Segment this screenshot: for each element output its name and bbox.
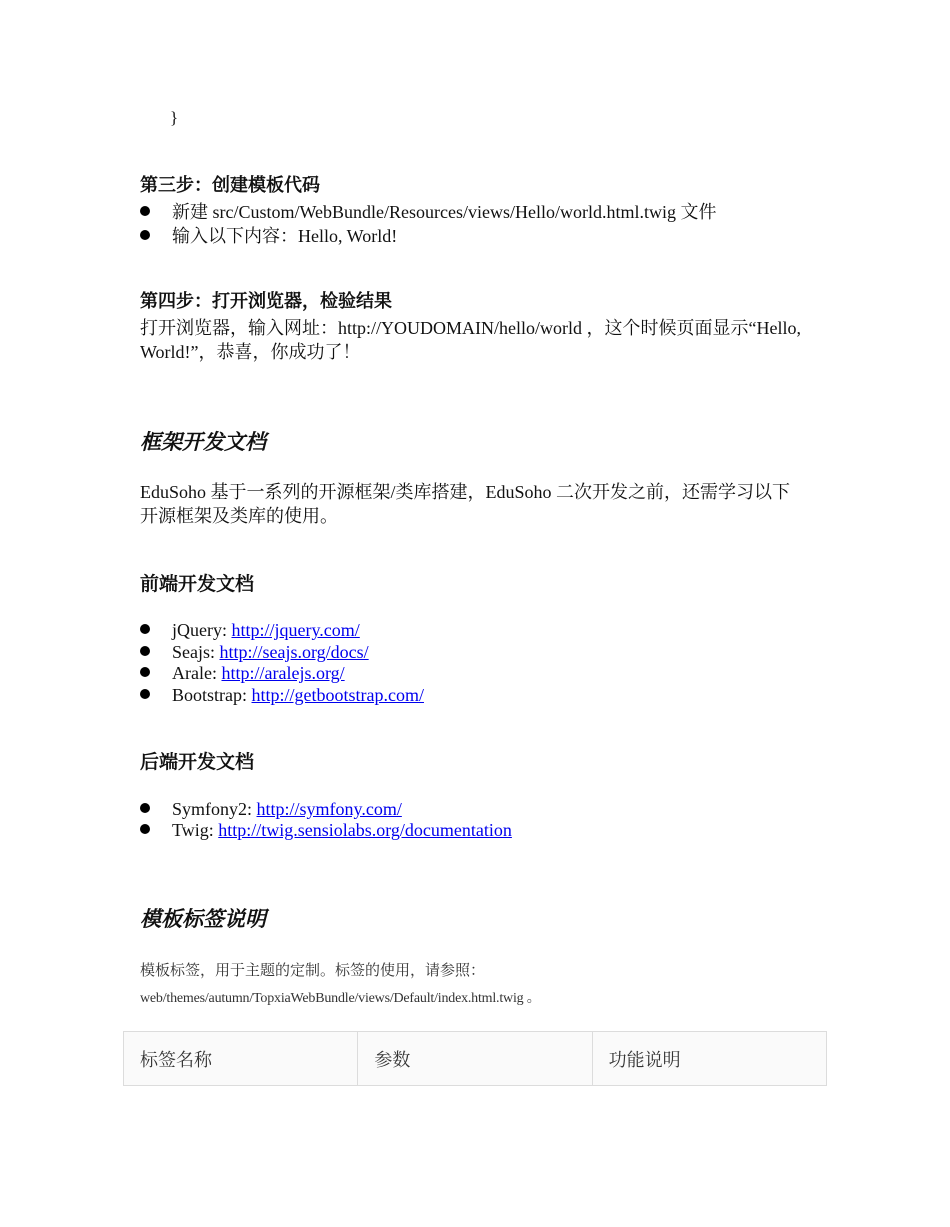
step4-body-line: 打开浏览器，输入网址：http://YOUDOMAIN/hello/world ，这个时候页面显示“Hello, bbox=[140, 318, 801, 338]
bullet-icon bbox=[140, 646, 150, 656]
code-closing-brace: } bbox=[170, 108, 179, 127]
symfony-link[interactable]: http://symfony.com/ bbox=[256, 799, 402, 819]
list-item bbox=[140, 684, 424, 706]
list-item bbox=[140, 641, 369, 663]
twig-link[interactable]: http://twig.sensiolabs.org/documentation bbox=[218, 820, 512, 840]
step4-title: 第四步：打开浏览器，检验结果 bbox=[140, 291, 392, 312]
bullet-icon bbox=[140, 824, 150, 834]
table-header-cell: 标签名称 bbox=[124, 1032, 358, 1086]
step4-body bbox=[140, 316, 820, 364]
framework-docs-title: 框架开发文档 bbox=[140, 430, 266, 454]
bullet-icon bbox=[140, 689, 150, 699]
doc-label: Symfony2: bbox=[172, 799, 257, 819]
doc-label: Arale: bbox=[172, 663, 222, 683]
template-tags-intro bbox=[140, 957, 541, 1013]
doc-label: Bootstrap: bbox=[172, 685, 252, 705]
list-item bbox=[140, 662, 345, 684]
framework-docs-intro bbox=[140, 480, 820, 528]
table-header-row bbox=[124, 1032, 827, 1086]
template-tags-table bbox=[123, 1031, 827, 1086]
list-item bbox=[140, 798, 402, 820]
jquery-link[interactable]: http://jquery.com/ bbox=[231, 620, 360, 640]
seajs-link[interactable]: http://seajs.org/docs/ bbox=[219, 642, 369, 662]
doc-label: Seajs: bbox=[172, 642, 220, 662]
backend-docs-title: 后端开发文档 bbox=[140, 751, 255, 773]
doc-label: jQuery: bbox=[172, 620, 232, 640]
list-item bbox=[140, 201, 717, 223]
arale-link[interactable]: http://aralejs.org/ bbox=[221, 663, 345, 683]
template-tags-title: 模板标签说明 bbox=[140, 907, 266, 931]
bullet-icon bbox=[140, 803, 150, 813]
list-item bbox=[140, 619, 360, 641]
step3-item-text: 输入以下内容：Hello, World! bbox=[172, 226, 398, 246]
framework-docs-intro-line: 开源框架及类库的使用。 bbox=[140, 506, 338, 526]
table-header-cell: 功能说明 bbox=[592, 1032, 826, 1086]
list-item bbox=[140, 819, 512, 841]
bullet-icon bbox=[140, 206, 150, 216]
step3-item-text: 新建 src/Custom/WebBundle/Resources/views/Hello/world.html.twig 文件 bbox=[172, 202, 717, 222]
bullet-icon bbox=[140, 624, 150, 634]
step3-title: 第三步：创建模板代码 bbox=[140, 175, 320, 196]
table-header-cell: 参数 bbox=[358, 1032, 592, 1086]
template-tags-intro-path: web/themes/autumn/TopxiaWebBundle/views/Default/index.html.twig 。 bbox=[140, 991, 541, 1006]
bullet-icon bbox=[140, 667, 150, 677]
bootstrap-link[interactable]: http://getbootstrap.com/ bbox=[251, 685, 424, 705]
doc-label: Twig: bbox=[172, 820, 219, 840]
list-item bbox=[140, 225, 397, 247]
frontend-docs-title: 前端开发文档 bbox=[140, 573, 255, 595]
framework-docs-intro-line: EduSoho 基于一系列的开源框架/类库搭建，EduSoho 二次开发之前，还需学习以下 bbox=[140, 482, 791, 502]
template-tags-intro-line: 模板标签，用于主题的定制。标签的使用，请参照： bbox=[140, 963, 486, 979]
step4-body-line: World!”，恭喜，你成功了！ bbox=[140, 342, 361, 362]
bullet-icon bbox=[140, 230, 150, 240]
